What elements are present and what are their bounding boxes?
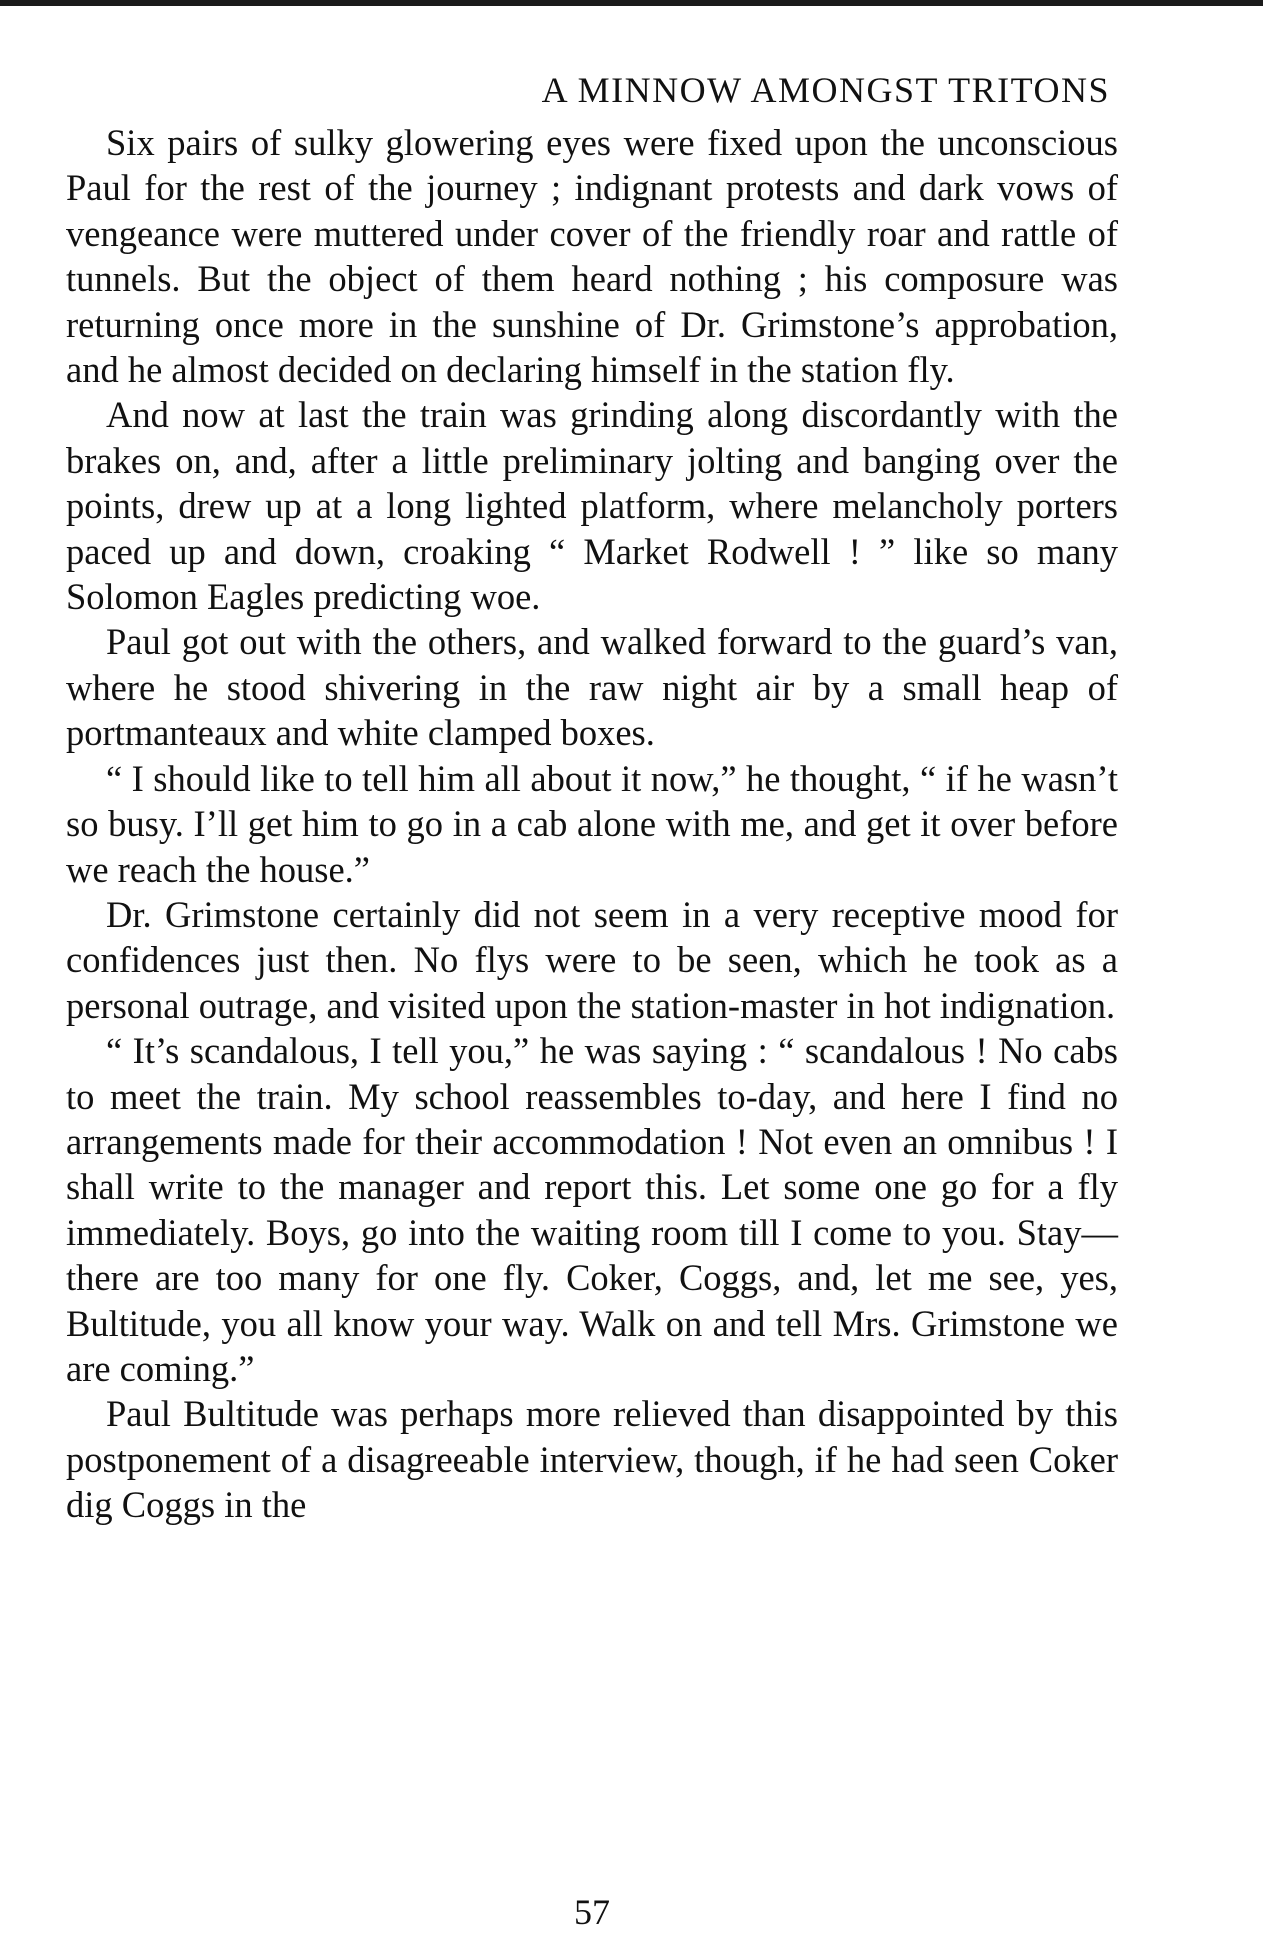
- paragraph-2: And now at last the train was grinding along discordantly with the brakes on, and, after a little preliminary jolting and banging over the points, drew up at a long lighted platform, where melancholy porters paced up and down, croaking “ Market Rodwell ! ” like so many Solomon Eagles predicting woe.: [66, 394, 1118, 618]
- body-text: [66, 120, 1118, 1528]
- paragraph-6: “ It’s scandalous, I tell you,” he was saying : “ scandalous ! No cabs to meet the train. My school reassembles to-day, and here I find no arrangements made for their accommodation ! Not even an omnibus ! I shall write to the manager and report this. Let some one go for a fly immediately. Boys, go into the waiting room till I come to you. Stay—there are too many for one fly. Coker, Coggs, and, let me see, yes, Bultitude, you all know your way. Walk on and tell Mrs. Grimstone we are coming.”: [66, 1030, 1118, 1389]
- top-rule: [0, 0, 1263, 6]
- paragraph-5: Dr. Grimstone certainly did not seem in a very receptive mood for confidences just then. No flys were to be seen, which he took as a personal outrage, and visited upon the station-master in hot indignation.: [66, 893, 1118, 1026]
- page-number: 57: [574, 1892, 610, 1932]
- paragraph-3: Paul got out with the others, and walked forward to the guard’s van, where he stood shivering in the raw night air by a small heap of portmanteaux and white clamped boxes.: [66, 621, 1118, 754]
- paragraph-1: Six pairs of sulky glowering eyes were fixed upon the unconscious Paul for the rest of the journey ; indignant protests and dark vows of vengeance were muttered under cover of the friendly roar and rattle of tunnels. But the object of them heard nothing ; his composure was returning once more in the sunshine of Dr. Grimstone’s approbation, and he almost decided on declaring himself in the station fly.: [66, 122, 1118, 391]
- paragraph-4: “ I should like to tell him all about it now,” he thought, “ if he wasn’t so busy. I’ll get him to go in a cab alone with me, and get it over before we reach the house.”: [66, 757, 1118, 890]
- book-page: [66, 68, 1118, 1932]
- running-head: A MINNOW AMONGST TRITONS: [541, 70, 1110, 110]
- paragraph-7: Paul Bultitude was perhaps more relieved than disappointed by this postponement of a disagreeable interview, though, if he had seen Coker dig Coggs in the: [66, 1393, 1118, 1526]
